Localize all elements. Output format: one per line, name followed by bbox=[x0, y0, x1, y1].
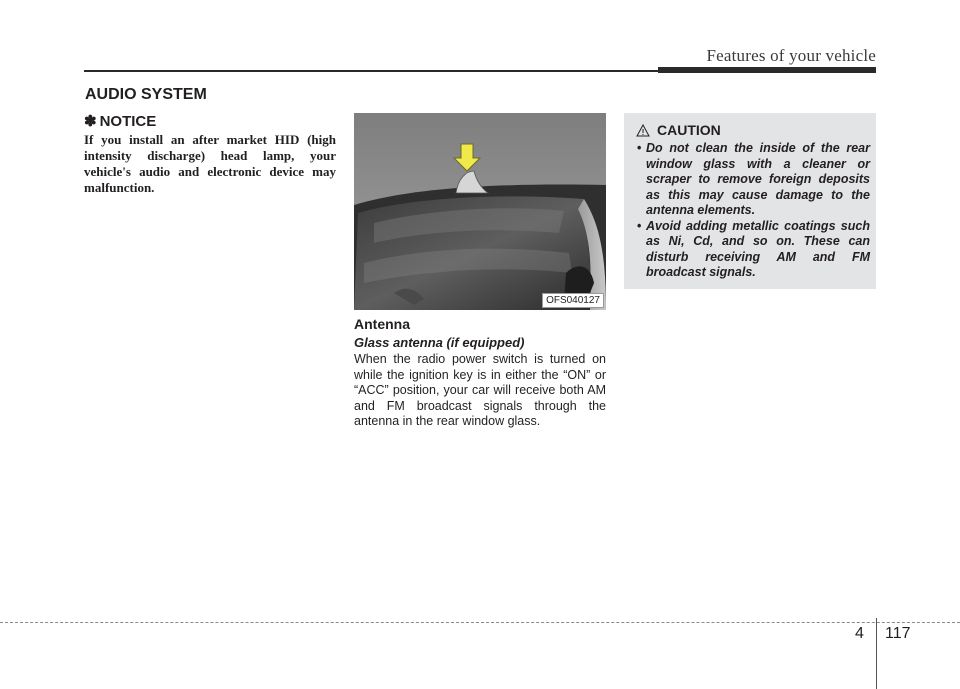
chapter-number: 4 bbox=[855, 625, 864, 642]
caution-box bbox=[624, 113, 876, 289]
caution-heading-text: CAUTION bbox=[657, 122, 721, 138]
caution-item: • Avoid adding metallic coatings such as Ni, Cd, and so on. These can disturb receiving AM and FM broadcast signals. bbox=[634, 219, 870, 281]
header-rule-accent bbox=[658, 67, 876, 73]
car-roof-illustration bbox=[354, 113, 606, 310]
figure-code: OFS040127 bbox=[542, 293, 604, 308]
section-title: AUDIO SYSTEM bbox=[85, 86, 207, 103]
footer-divider bbox=[0, 622, 960, 623]
warning-triangle-icon bbox=[636, 124, 650, 137]
caution-list bbox=[634, 141, 870, 281]
notice-body: If you install an after market HID (high intensity discharge) head lamp, your vehicle's audio and electronic device may malfunction. bbox=[84, 132, 336, 195]
antenna-subheading: Glass antenna (if equipped) bbox=[354, 335, 525, 350]
footer-page-divider bbox=[876, 618, 877, 689]
antenna-body: When the radio power switch is turned on while the ignition key is in either the “ON” or “ACC” position, your car will receive both AM and FM broadcast signals through the antenna in the rear window glass. bbox=[354, 352, 606, 428]
notice-heading-text: NOTICE bbox=[99, 113, 157, 130]
header-title: Features of your vehicle bbox=[706, 46, 876, 65]
car-roof-antenna-image bbox=[354, 113, 606, 310]
caution-item: • Do not clean the inside of the rear window glass with a cleaner or scraper to remove foreign deposits as this may cause damage to the antenna elements. bbox=[634, 141, 870, 219]
caution-heading bbox=[636, 122, 721, 138]
antenna-heading: Antenna bbox=[354, 316, 410, 332]
notice-mark-icon: ✽ bbox=[84, 113, 97, 130]
page-number: 117 bbox=[885, 625, 911, 642]
notice-heading bbox=[84, 112, 156, 130]
